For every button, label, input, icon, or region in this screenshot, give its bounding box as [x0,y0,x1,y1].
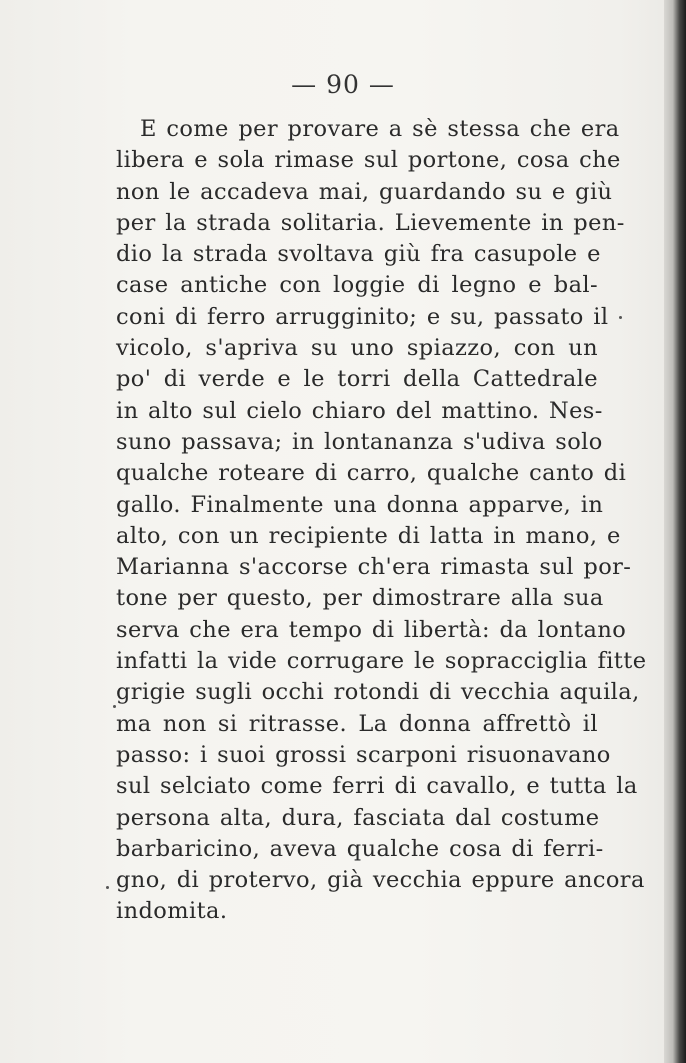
text-line: E come per provare a sè stessa che era [140,116,620,142]
text-line: passo: i suoi grossi scarponi risuonavano [116,741,611,768]
text-line: persona alta, dura, fasciata dal costume [116,804,600,831]
text-line: in alto sul cielo chiaro del mattino. Nes- [116,397,603,424]
text-line: indomita. [116,898,228,925]
text-line: case antiche con loggie di legno e bal- [116,272,598,299]
text-line: dio la strada svoltava giù fra casupole e [116,241,601,268]
text-line: sul selciato come ferri di cavallo, e tutta la [116,773,638,800]
text-line: qualche roteare di carro, qualche canto di [116,460,627,487]
page-number: — 90 — [291,70,395,99]
book-spine-edge [664,0,686,1063]
text-line: vicolo, s'apriva su uno spiazzo, con un [116,335,598,362]
text-line: infatti la vide corrugare le sopracciglia fitte [116,648,647,675]
text-line: serva che era tempo di libertà: da lontano [116,616,627,643]
text-line: libera e sola rimase sul portone, cosa che [116,147,621,174]
text-line: non le accadeva mai, guardando su e giù [116,178,613,205]
text-line: gallo. Finalmente una donna apparve, in [116,491,604,518]
text-line: po' di verde e le torri della Cattedrale [116,366,598,393]
text-line: barbaricino, aveva qualche cosa di ferri- [116,835,604,862]
text-line: coni di ferro arrugginito; e su, passato il [116,303,609,330]
print-speck [619,316,622,319]
text-line: gno, di protervo, già vecchia eppure ancora [116,867,645,894]
text-line: Marianna s'accorse ch'era rimasta sul por- [116,554,632,581]
text-line: suno passava; in lontananza s'udiva solo [116,428,603,455]
body-text [116,114,647,928]
text-line: alto, con un recipiente di latta in mano, e [116,522,621,549]
text-line: tone per questo, per dimostrare alla sua [116,585,604,612]
print-speck [106,886,109,889]
text-line: per la strada solitaria. Lievemente in pen- [116,209,625,236]
print-speck [113,705,116,708]
text-line: grigie sugli occhi rotondi di vecchia aquila, [116,679,640,706]
text-line: ma non si ritrasse. La donna affrettò il [116,710,598,737]
